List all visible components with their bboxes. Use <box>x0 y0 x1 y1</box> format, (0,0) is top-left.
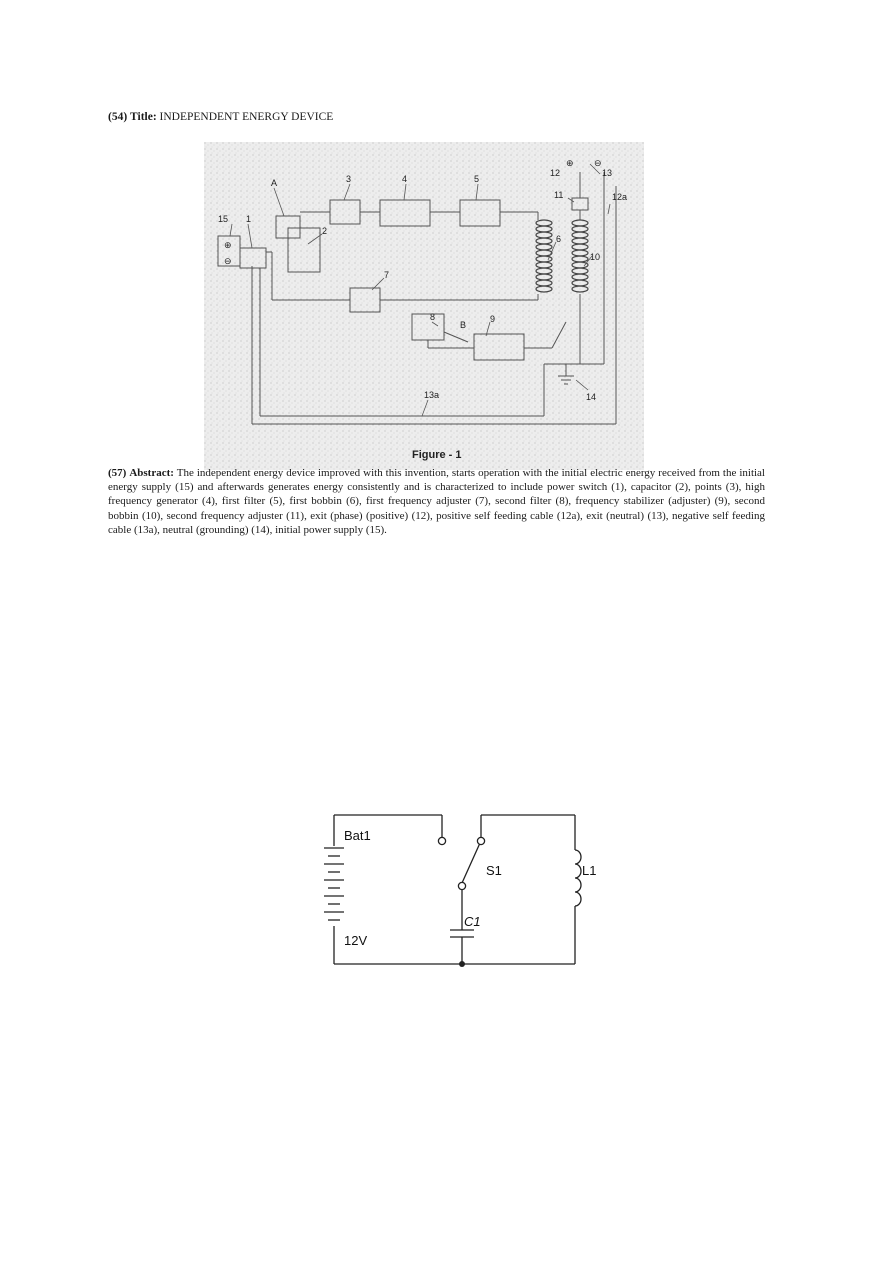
label-6: 6 <box>556 234 562 244</box>
lc-circuit-schematic <box>310 800 610 975</box>
label-3: 3 <box>346 174 352 184</box>
plus-symbol-exit: ⊕ <box>566 158 574 168</box>
label-7: 7 <box>384 270 390 280</box>
label-12a: 12a <box>612 192 628 202</box>
switch-label: S1 <box>486 863 502 878</box>
switch-contact-right <box>477 837 484 844</box>
junction-dot <box>459 961 465 967</box>
label-15: 15 <box>218 214 229 224</box>
label-14: 14 <box>586 392 597 402</box>
battery-label: Bat1 <box>344 828 371 843</box>
figure-1-caption: Figure - 1 <box>412 449 462 461</box>
patent-title <box>108 111 333 123</box>
label-13: 13 <box>602 168 613 178</box>
label-4: 4 <box>402 174 408 184</box>
label-11: 11 <box>554 190 564 200</box>
label-1: 1 <box>246 214 252 224</box>
battery-symbol <box>324 848 344 920</box>
label-13a: 13a <box>424 390 440 400</box>
scan-background <box>204 142 644 470</box>
inductor-symbol <box>575 850 581 906</box>
label-12: 12 <box>550 168 561 178</box>
plus-symbol-battery: ⊕ <box>224 240 232 250</box>
switch-blade <box>462 843 480 883</box>
abstract-text: The independent energy device improved with this invention, starts operation with the initial electric energy received from the initial energy supply (15) and afterwards generates energy consistently and is characterized to include power switch (1), capacitor (2), points (3), high frequency generator (4), first filter (5), first bobbin (6), first frequency adjuster (7), second filter (8), frequency stabilizer (adjuster) (9), second bobbin (10), second frequency adjuster (11), exit (phase) (positive) (12), positive self feeding cable (12a), exit (neutral) (13), negative self feeding cable (13a), neutral (grounding) (14), initial power supply (15). <box>108 467 765 536</box>
abstract <box>108 466 765 537</box>
title-number: (54) <box>108 111 128 123</box>
label-b: B <box>460 320 467 330</box>
label-9: 9 <box>490 314 496 324</box>
voltage-label: 12V <box>344 933 368 948</box>
minus-symbol-exit: ⊖ <box>594 158 602 168</box>
switch-contact-left <box>438 837 445 844</box>
label-2: 2 <box>322 226 328 236</box>
title-text: INDEPENDENT ENERGY DEVICE <box>159 111 334 123</box>
label-8: 8 <box>430 312 436 322</box>
figure-1-diagram <box>204 142 644 470</box>
capacitor-label: C1 <box>464 914 481 929</box>
label-a: A <box>271 178 278 188</box>
switch-pivot <box>458 882 465 889</box>
label-5: 5 <box>474 174 480 184</box>
abstract-number: (57) <box>108 467 127 479</box>
label-10: 10 <box>590 252 601 262</box>
inductor-label: L1 <box>582 863 597 878</box>
abstract-label: Abstract: <box>129 467 174 479</box>
minus-symbol-battery: ⊖ <box>224 256 232 266</box>
title-label: Title: <box>130 111 157 123</box>
